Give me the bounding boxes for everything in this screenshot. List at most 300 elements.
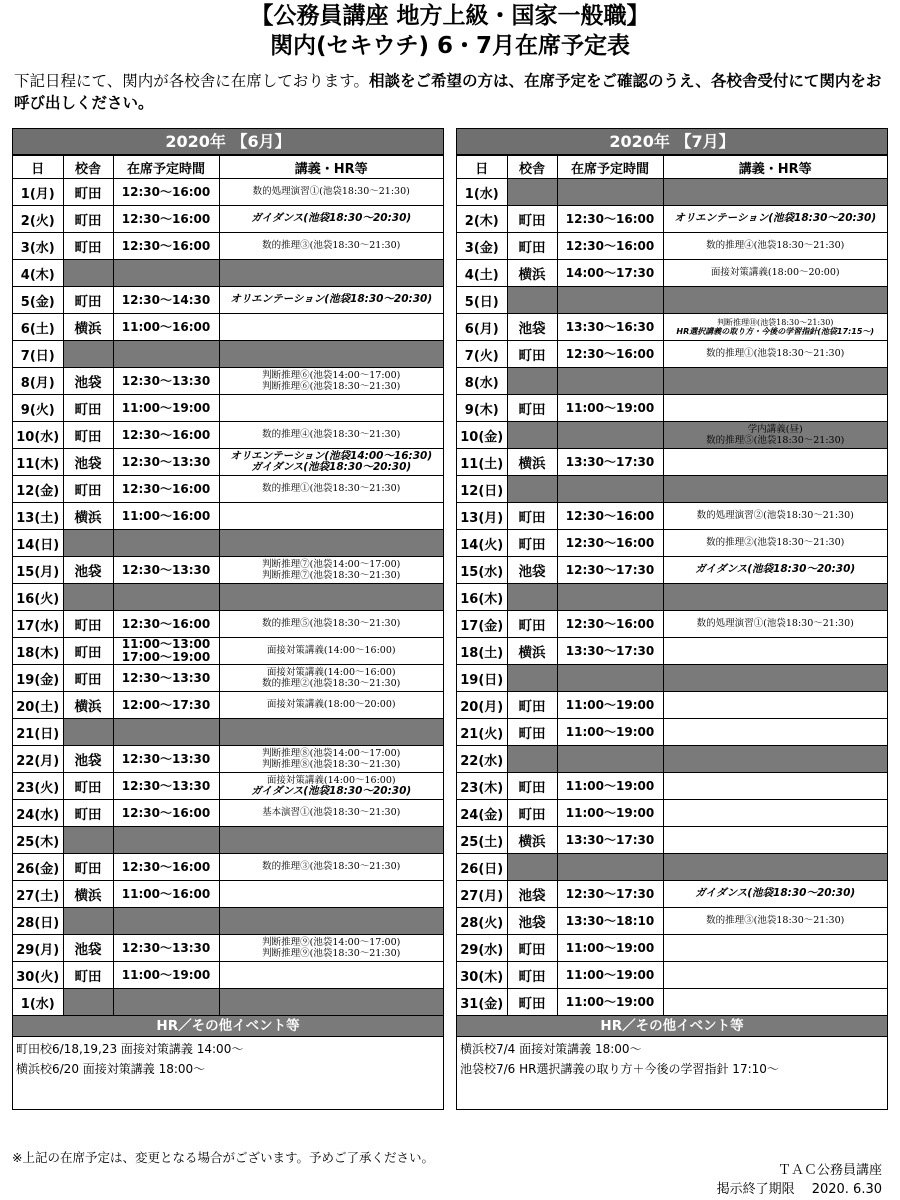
day-cell: 23(木) [457,773,507,800]
lecture-cell [219,719,443,746]
campus-cell: 町田 [507,611,557,638]
lecture-cell [663,341,887,368]
lecture-cell [663,476,887,503]
campus-cell: 町田 [507,962,557,989]
campus-cell: 町田 [63,638,113,665]
lecture-line: 判断推理⑨(池袋14:00～17:00) [262,936,401,948]
time-line: 12:30～16:00 [121,616,211,631]
schedule-row [457,692,887,719]
time-cell [557,827,663,854]
campus-cell: 町田 [507,233,557,260]
day-cell: 4(土) [457,260,507,287]
schedule-row [457,476,887,503]
time-line: 11:00～19:00 [565,940,655,955]
campus-cell: 町田 [63,206,113,233]
campus-cell [63,908,113,935]
day-cell: 11(土) [457,449,507,476]
schedule-row [457,827,887,854]
campus-cell [63,719,113,746]
time-line: 12:30～13:30 [121,454,211,469]
campus-cell: 横浜 [507,260,557,287]
day-cell: 17(水) [13,611,63,638]
intro-plain: 下記日程にて、関内が各校舎に在席しております。 [14,72,369,90]
schedule-row [13,584,443,611]
day-cell: 9(火) [13,395,63,422]
lecture-line: ガイダンス(池袋18:30～20:30) [695,563,856,576]
june-month-header: 2020年 【6月】 [13,129,443,155]
schedule-row [13,962,443,989]
lecture-line: ガイダンス(池袋18:30～20:30) [251,785,412,797]
schedule-row [457,989,887,1016]
schedule-row [13,476,443,503]
lecture-cell [663,287,887,314]
time-line: 11:00～19:00 [565,724,655,739]
lecture-cell [219,908,443,935]
time-line: 12:30～14:30 [121,292,211,307]
time-cell [113,746,219,773]
campus-cell: 町田 [507,989,557,1016]
time-line: 12:30～16:00 [121,427,211,442]
lecture-line: ガイダンス(池袋18:30～20:30) [251,461,412,473]
org-name: ＴＡＣ公務員講座 [777,1163,882,1178]
lecture-cell [219,422,443,449]
time-cell [113,827,219,854]
day-cell: 15(水) [457,557,507,584]
time-cell [557,692,663,719]
lecture-cell [219,530,443,557]
campus-cell: 町田 [63,395,113,422]
lecture-line: 数的推理⑤(池袋18:30～21:30) [262,618,401,630]
time-cell [557,665,663,692]
schedule-row [457,962,887,989]
campus-cell: 町田 [63,287,113,314]
campus-cell: 町田 [63,962,113,989]
campus-cell [507,368,557,395]
day-cell: 10(水) [13,422,63,449]
time-cell [113,314,219,341]
schedule-row [457,638,887,665]
col-time: 在席予定時間 [113,156,219,179]
schedule-row [457,908,887,935]
time-line: 12:30～16:00 [121,238,211,253]
time-cell [557,584,663,611]
campus-cell: 町田 [63,179,113,206]
time-cell [557,746,663,773]
lecture-line: 数的推理③(池袋18:30～21:30) [706,915,845,927]
lecture-line: 面接対策講義(14:00～16:00) [266,774,396,786]
schedule-row [457,584,887,611]
day-cell: 13(月) [457,503,507,530]
intro-text [14,70,894,114]
day-cell: 2(火) [13,206,63,233]
time-cell [113,800,219,827]
time-line: 12:30～16:00 [121,211,211,226]
june-table [13,155,443,1016]
campus-cell: 横浜 [63,503,113,530]
campus-cell [507,179,557,206]
time-cell [557,179,663,206]
schedule-row [13,179,443,206]
footnote: ※上記の在席予定は、変更となる場合がございます。予めご了承ください。 [12,1150,434,1165]
time-line: 11:00～19:00 [565,400,655,415]
lecture-cell [663,395,887,422]
lecture-cell [663,827,887,854]
lecture-cell [219,476,443,503]
july-schedule [456,128,888,1110]
time-line: 12:30～13:30 [121,751,211,766]
campus-cell: 横浜 [63,314,113,341]
time-cell [113,557,219,584]
lecture-cell [663,584,887,611]
time-cell [557,233,663,260]
lecture-cell [663,989,887,1016]
schedule-row [457,503,887,530]
time-cell [113,476,219,503]
schedule-row [457,314,887,341]
campus-cell: 町田 [63,773,113,800]
july-hr-line: 横浜校7/4 面接対策講義 18:00～ [460,1042,642,1056]
lecture-cell [663,935,887,962]
day-cell: 16(木) [457,584,507,611]
lecture-line: 面接対策講義(18:00～20:00) [710,267,840,279]
time-cell [557,908,663,935]
lecture-line: 判断推理⑦(池袋18:30～21:30) [262,570,401,581]
campus-cell: 町田 [507,800,557,827]
day-cell: 7(火) [457,341,507,368]
campus-cell: 横浜 [507,449,557,476]
lecture-cell [663,773,887,800]
campus-cell [63,530,113,557]
lecture-line: 判断推理⑩(池袋18:30～21:30) [717,317,834,327]
lecture-cell [219,692,443,719]
day-cell: 31(金) [457,989,507,1016]
schedule-row [13,827,443,854]
lecture-cell [219,638,443,665]
intro-bold: 相談をご希望の方は、在席予定をご確認のうえ、各校舎受付にて関内をお呼び出しください。 [14,72,882,112]
lecture-line: HR選択講義の取り方・今後の学習指針(池袋17:15～) [676,327,875,336]
schedule-row [13,989,443,1016]
schedule-row [457,935,887,962]
day-cell: 19(金) [13,665,63,692]
campus-cell: 町田 [63,854,113,881]
campus-cell: 池袋 [507,557,557,584]
time-line: 17:00～19:00 [121,650,211,664]
time-cell [113,962,219,989]
schedule-row [13,557,443,584]
day-cell: 25(土) [457,827,507,854]
lecture-line: 面接対策講義(18:00～20:00) [266,699,396,711]
col-campus: 校舎 [507,156,557,179]
time-line: 11:00～16:00 [121,319,211,334]
time-line: 12:30～13:30 [121,940,211,955]
time-cell [557,962,663,989]
day-cell: 1(水) [13,989,63,1016]
time-cell [557,773,663,800]
col-lecture: 講義・HR等 [663,156,887,179]
lecture-cell [219,557,443,584]
time-line: 12:30～16:00 [121,805,211,820]
day-cell: 9(木) [457,395,507,422]
lecture-cell [663,746,887,773]
lecture-cell [219,395,443,422]
time-cell [557,395,663,422]
schedule-row [13,233,443,260]
campus-cell: 町田 [507,773,557,800]
time-line: 12:30～16:00 [565,346,655,361]
lecture-cell [663,422,887,449]
day-cell: 30(火) [13,962,63,989]
day-cell: 18(木) [13,638,63,665]
time-line: 11:00～19:00 [565,967,655,982]
time-cell [113,341,219,368]
time-cell [557,422,663,449]
time-cell [113,692,219,719]
day-cell: 3(水) [13,233,63,260]
day-cell: 21(火) [457,719,507,746]
july-table [457,155,887,1016]
schedule-row [13,422,443,449]
schedule-row [457,611,887,638]
lecture-cell [219,827,443,854]
time-cell [113,287,219,314]
col-day: 日 [13,156,63,179]
time-line: 12:30～16:00 [565,238,655,253]
lecture-cell [219,854,443,881]
lecture-line: 数的推理③(池袋18:30～21:30) [262,240,401,252]
campus-cell: 町田 [507,935,557,962]
time-cell [557,719,663,746]
time-line: 12:30～13:30 [121,562,211,577]
schedule-row [13,773,443,800]
campus-cell: 町田 [63,422,113,449]
july-hr-body [457,1037,887,1109]
lecture-cell [663,908,887,935]
lecture-cell [663,611,887,638]
day-cell: 27(月) [457,881,507,908]
schedule-row [13,881,443,908]
col-campus: 校舎 [63,156,113,179]
schedule-row [13,638,443,665]
lecture-line: 面接対策講義(14:00～16:00) [266,645,396,657]
time-cell [557,989,663,1016]
day-cell: 12(日) [457,476,507,503]
campus-cell: 町田 [63,800,113,827]
june-schedule [12,128,444,1110]
lecture-line: 学内講義(昼) [747,423,803,435]
schedule-row [13,746,443,773]
day-cell: 3(金) [457,233,507,260]
campus-cell: 町田 [63,233,113,260]
day-cell: 28(火) [457,908,507,935]
page-title-line1: 【公務員講座 地方上級・国家一般職】 [250,3,650,29]
time-line: 13:30～18:10 [565,913,655,928]
schedule-row [13,341,443,368]
schedule-row [13,854,443,881]
lecture-line: 数的推理②(池袋18:30～21:30) [262,678,401,689]
day-cell: 20(月) [457,692,507,719]
time-line: 11:00～16:00 [121,508,211,523]
lecture-cell [663,206,887,233]
campus-cell: 町田 [63,665,113,692]
time-cell [113,854,219,881]
day-cell: 1(水) [457,179,507,206]
june-hr-line: 町田校6/18,19,23 面接対策講義 14:00～ [16,1042,244,1056]
lecture-cell [219,314,443,341]
schedule-row [457,260,887,287]
lecture-line: 数的処理演習①(池袋18:30～21:30) [696,618,854,630]
day-cell: 22(月) [13,746,63,773]
time-cell [557,368,663,395]
time-cell [557,287,663,314]
schedule-row [457,530,887,557]
schedule-row [13,503,443,530]
june-hr-header: HR／その他イベント等 [13,1016,443,1037]
schedule-row [457,854,887,881]
time-line: 11:00～16:00 [121,886,211,901]
campus-cell: 池袋 [63,557,113,584]
day-cell: 10(金) [457,422,507,449]
schedule-row [457,800,887,827]
lecture-line: 数的処理演習②(池袋18:30～21:30) [696,510,854,522]
time-cell [113,908,219,935]
lecture-cell [219,287,443,314]
day-cell: 6(月) [457,314,507,341]
time-cell [113,449,219,476]
schedule-row [13,935,443,962]
schedule-row [13,665,443,692]
time-cell [113,503,219,530]
time-line: 12:30～16:00 [121,859,211,874]
schedule-row [13,206,443,233]
lecture-line: 判断推理⑦(池袋14:00～17:00) [262,558,401,570]
time-cell [113,422,219,449]
campus-cell [507,287,557,314]
day-cell: 14(日) [13,530,63,557]
time-line: 12:30～13:30 [121,373,211,388]
lecture-cell [219,584,443,611]
day-cell: 6(土) [13,314,63,341]
campus-cell [507,665,557,692]
day-cell: 26(日) [457,854,507,881]
schedule-row [13,260,443,287]
campus-cell: 横浜 [507,638,557,665]
col-time: 在席予定時間 [557,156,663,179]
time-cell [113,206,219,233]
time-cell [557,611,663,638]
schedule-row [13,314,443,341]
time-line: 11:00～19:00 [565,697,655,712]
campus-cell: 町田 [507,503,557,530]
day-cell: 21(日) [13,719,63,746]
col-lecture: 講義・HR等 [219,156,443,179]
june-rows [13,179,443,1016]
lecture-cell [219,179,443,206]
lecture-line: 基本演習①(池袋18:30～21:30) [262,807,401,819]
time-cell [113,233,219,260]
lecture-line: 判断推理⑥(池袋18:30～21:30) [262,381,401,392]
july-month-header: 2020年 【7月】 [457,129,887,155]
day-cell: 8(月) [13,368,63,395]
campus-cell: 町田 [507,692,557,719]
july-hr-line: 池袋校7/6 HR選択講義の取り方＋今後の学習指針 17:10～ [460,1062,779,1076]
campus-cell: 池袋 [63,449,113,476]
campus-cell: 町田 [507,395,557,422]
campus-cell: 池袋 [63,368,113,395]
lecture-line: 数的処理演習①(池袋18:30～21:30) [252,186,410,198]
col-day: 日 [457,156,507,179]
day-cell: 19(日) [457,665,507,692]
time-line: 12:30～16:00 [565,616,655,631]
lecture-cell [663,233,887,260]
time-cell [557,260,663,287]
schedule-row [13,287,443,314]
day-cell: 13(土) [13,503,63,530]
lecture-line: 数的推理②(池袋18:30～21:30) [706,537,845,549]
lecture-cell [663,719,887,746]
time-cell [557,206,663,233]
lecture-cell [219,503,443,530]
day-cell: 7(日) [13,341,63,368]
time-cell [113,935,219,962]
campus-cell: 町田 [507,530,557,557]
schedule-row [457,746,887,773]
lecture-line: 判断推理⑧(池袋18:30～21:30) [262,759,401,770]
lecture-cell [219,341,443,368]
expiry-date: 掲示終了期限 2020. 6.30 [716,1182,882,1197]
day-cell: 11(木) [13,449,63,476]
campus-cell: 池袋 [507,881,557,908]
time-cell [557,854,663,881]
lecture-cell [663,530,887,557]
lecture-cell [219,449,443,476]
schedule-row [457,719,887,746]
time-cell [113,773,219,800]
lecture-cell [219,989,443,1016]
schedule-row [13,719,443,746]
lecture-cell [663,260,887,287]
lecture-line: オリエンテーション(池袋18:30～20:30) [230,293,433,306]
schedule-row [457,179,887,206]
lecture-cell [663,314,887,341]
time-line: 11:00～19:00 [565,778,655,793]
time-cell [113,179,219,206]
schedule-row [457,422,887,449]
time-line: 11:00～13:00 [121,637,211,651]
day-cell: 4(木) [13,260,63,287]
lecture-line: オリエンテーション(池袋14:00～16:30) [230,449,433,462]
lecture-cell [663,638,887,665]
day-cell: 8(水) [457,368,507,395]
day-cell: 24(金) [457,800,507,827]
campus-cell: 池袋 [63,935,113,962]
day-cell: 15(月) [13,557,63,584]
time-cell [557,341,663,368]
lecture-line: オリエンテーション(池袋18:30～20:30) [674,212,877,225]
day-cell: 1(月) [13,179,63,206]
schedule-row [13,800,443,827]
time-line: 13:30～17:30 [565,832,655,847]
time-line: 12:30～13:30 [121,670,211,685]
campus-cell: 横浜 [507,827,557,854]
campus-cell [63,260,113,287]
schedule-row [457,881,887,908]
time-cell [557,800,663,827]
june-hr-body [13,1037,443,1109]
campus-cell [63,827,113,854]
schedule-row [457,233,887,260]
lecture-cell [663,881,887,908]
lecture-line: 数的推理④(池袋18:30～21:30) [262,429,401,441]
